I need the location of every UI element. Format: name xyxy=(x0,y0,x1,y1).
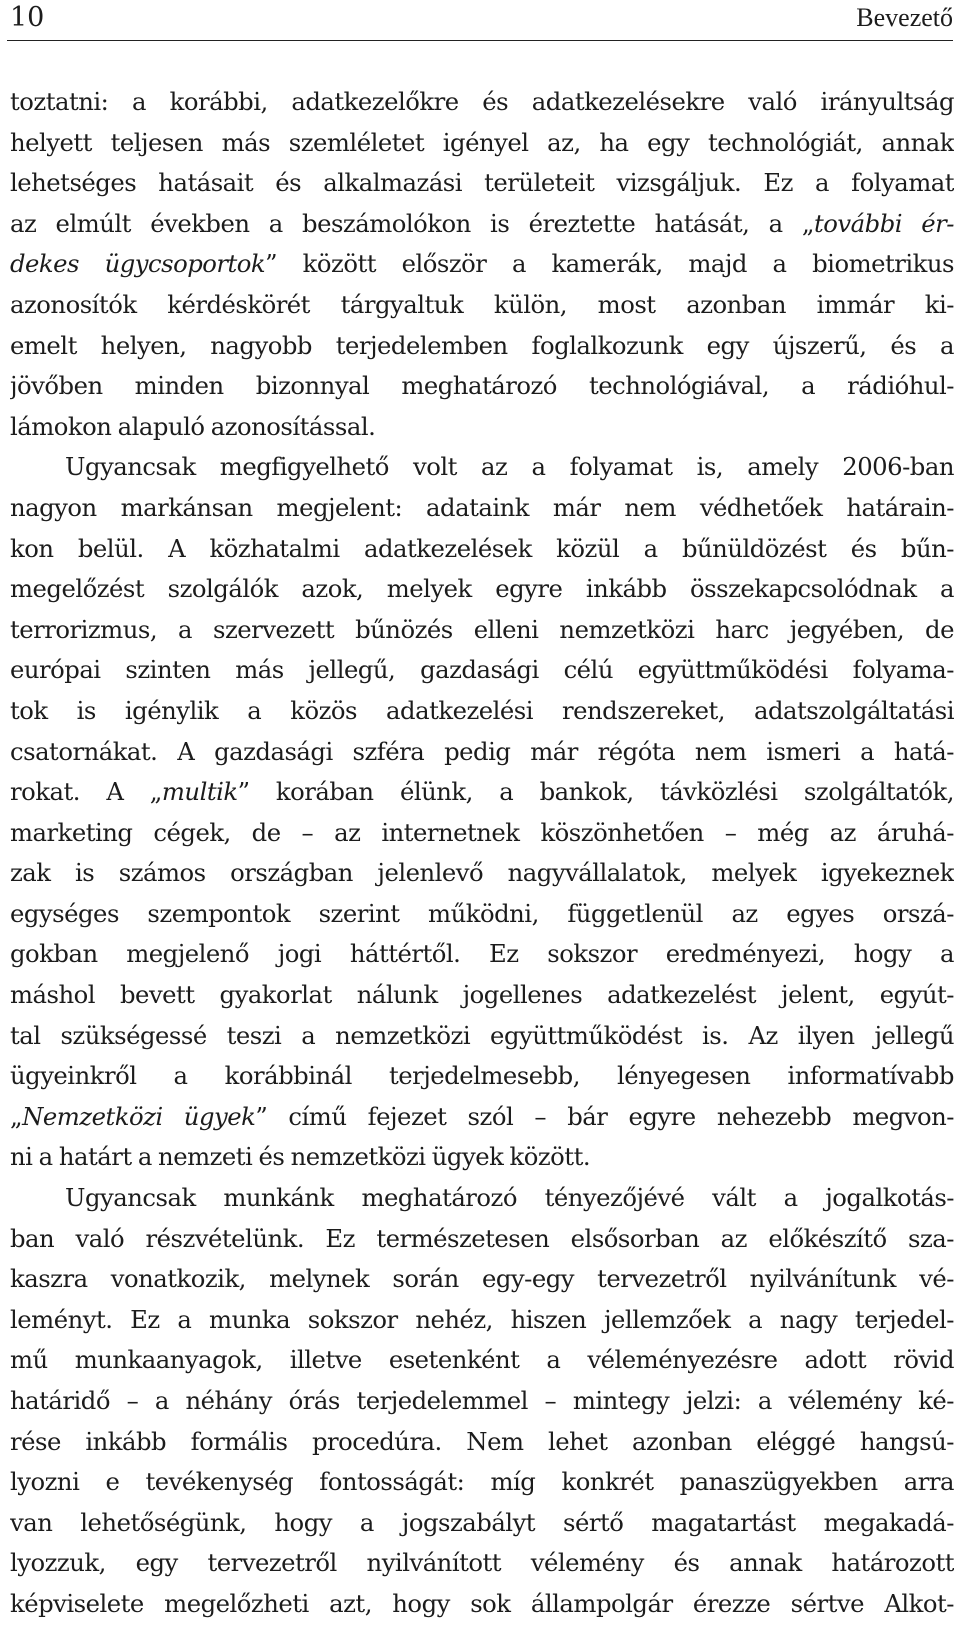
text-line: egységes szempontok szerint működni, függetlenül az egyes orszá- xyxy=(10,898,954,928)
text-line: európai szinten más jellegű, gazdasági célú együttműködési folyama- xyxy=(10,655,954,685)
text-line: Ugyancsak megfigyelhető volt az a folyamat is, amely 2006-ban xyxy=(65,452,954,482)
text-line: Ugyancsak munkánk meghatározó tényezőjévé vált a jogalkotás- xyxy=(65,1183,954,1213)
text-line: azonosítók kérdéskörét tárgyaltuk külön, most azonban immár ki- xyxy=(10,289,954,319)
text-line: megelőzést szolgálók azok, melyek egyre inkább összekapcsolódnak a xyxy=(10,574,954,604)
text-line: nagyon markánsan megjelent: adataink már nem védhetőek határain- xyxy=(10,492,954,522)
running-header xyxy=(7,0,953,41)
text-line: ügyeinkről a korábbinál terjedelmesebb, lényegesen informatívabb xyxy=(10,1061,954,1091)
text-line: határidő – a néhány órás terjedelemmel – mintegy jelzi: a vélemény ké- xyxy=(10,1386,954,1415)
text-line: jövőben minden bizonnyal meghatározó technológiával, a rádióhul- xyxy=(10,371,954,401)
text-line: lehetséges hatásait és alkalmazási területeit vizsgáljuk. Ez a folyamat xyxy=(10,168,954,198)
text-line: képviselete megelőzheti azt, hogy sok állampolgár érezze sértve Alkot- xyxy=(10,1588,954,1618)
text-line: csatornákat. A gazdasági szféra pedig már régóta nem ismeri a hatá- xyxy=(10,736,954,766)
text-line: lyozzuk, egy tervezetről nyilvánított vélemény és annak határozott xyxy=(10,1548,954,1578)
text-line: toztatni: a korábbi, adatkezelőkre és adatkezelésekre való irányultság xyxy=(10,87,954,116)
text-line: az elmúlt években a beszámolókon is éreztette hatását, a „további ér- xyxy=(10,208,954,238)
text-line: lyozni e tevékenység fontosságát: míg konkrét panaszügyekben arra xyxy=(10,1467,954,1497)
section-title: Bevezető xyxy=(856,3,953,32)
text-line: leményt. Ez a munka sokszor nehéz, hiszen jellemzőek a nagy terjedel- xyxy=(10,1304,954,1334)
body-text xyxy=(10,82,954,1625)
text-line: rokat. A „multik” korában élünk, a bankok, távközlési szolgáltatók, xyxy=(10,777,954,807)
page-number: 10 xyxy=(10,2,45,33)
text-line: ban való részvételünk. Ez természetesen elsősorban az előkészítő sza- xyxy=(10,1223,954,1253)
text-line: dekes ügycsoportok” között először a kamerák, majd a biometrikus xyxy=(10,249,954,279)
text-line: emelt helyen, nagyobb terjedelemben foglalkozunk egy újszerű, és a xyxy=(10,330,954,360)
text-line: zak is számos országban jelenlevő nagyvállalatok, melyek igyekeznek xyxy=(10,858,954,888)
text-line: rése inkább formális procedúra. Nem lehet azonban eléggé hangsú- xyxy=(10,1426,954,1456)
text-line: kaszra vonatkozik, melynek során egy-egy tervezetről nyilvánítunk vé- xyxy=(10,1264,954,1294)
text-line: marketing cégek, de – az internetnek köszönhetően – még az áruhá- xyxy=(10,817,954,847)
text-line: mű munkaanyagok, illetve esetenként a véleményezésre adott rövid xyxy=(10,1345,954,1375)
text-line: tal szükségessé teszi a nemzetközi együttműködést is. Az ilyen jellegű xyxy=(10,1020,954,1050)
text-line: máshol bevett gyakorlat nálunk jogellenes adatkezelést jelent, egyút- xyxy=(10,980,954,1010)
text-line: tok is igénylik a közös adatkezelési rendszereket, adatszolgáltatási xyxy=(10,695,954,725)
text-line: ni a határt a nemzeti és nemzetközi ügyek között. xyxy=(10,1142,591,1172)
text-line: kon belül. A közhatalmi adatkezelések közül a bűnüldözést és bűn- xyxy=(10,533,954,563)
text-line: van lehetőségünk, hogy a jogszabályt sértő magatartást megakadá- xyxy=(10,1507,954,1537)
text-line: „Nemzetközi ügyek” című fejezet szól – bár egyre nehezebb megvon- xyxy=(10,1101,954,1131)
text-line: gokban megjelenő jogi háttértől. Ez sokszor eredményezi, hogy a xyxy=(10,939,954,969)
text-line: terrorizmus, a szervezett bűnözés elleni nemzetközi harc jegyében, de xyxy=(10,614,954,644)
text-line: lámokon alapuló azonosítással. xyxy=(10,411,376,441)
text-line: helyett teljesen más szemléletet igényel az, ha egy technológiát, annak xyxy=(10,127,954,157)
